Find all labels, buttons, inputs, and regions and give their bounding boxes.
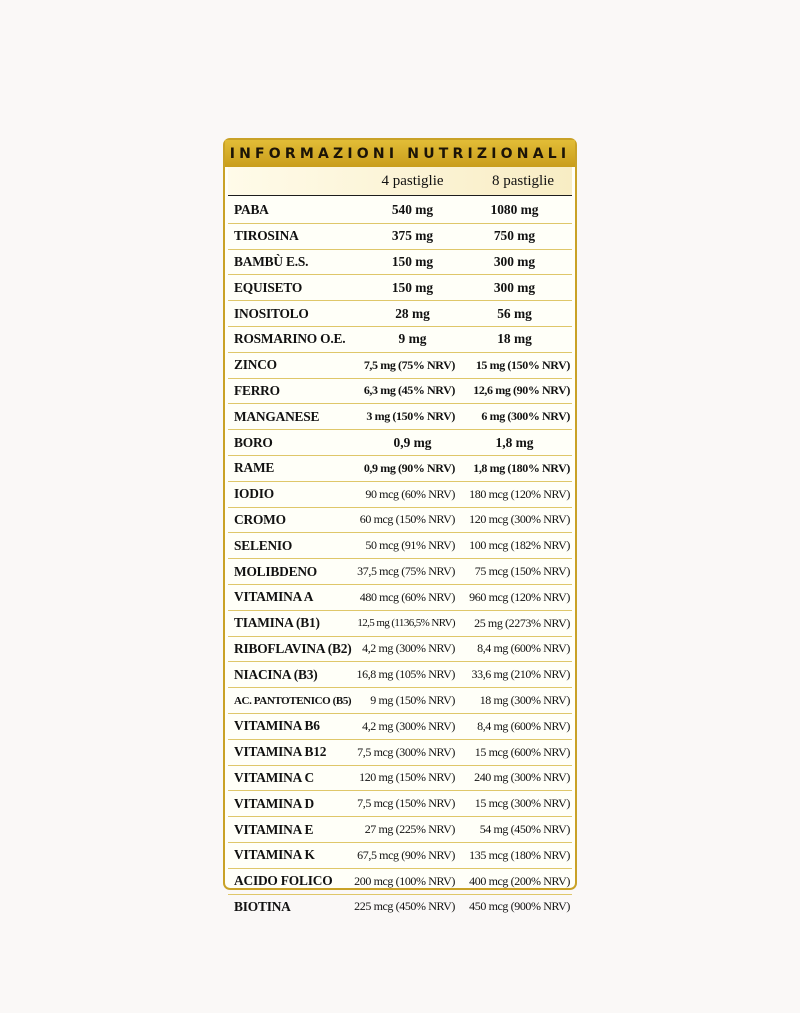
amount-8-pastiglie: 25 mg (2273% NRV) xyxy=(474,615,570,630)
table-row xyxy=(228,585,572,611)
table-row xyxy=(228,327,572,353)
table-row xyxy=(228,559,572,585)
amount-4-pastiglie: 4,2 mg (300% NRV) xyxy=(362,718,455,733)
amount-8-pastiglie: 180 mcg (120% NRV) xyxy=(469,486,570,501)
nutrient-name: VITAMINA D xyxy=(234,795,314,811)
amount-4-pastiglie: 4,2 mg (300% NRV) xyxy=(362,641,455,656)
amount-8-pastiglie: 8,4 mg (600% NRV) xyxy=(477,718,570,733)
amount-4-pastiglie: 200 mcg (100% NRV) xyxy=(354,873,455,888)
amount-4-pastiglie: 150 mg xyxy=(391,253,434,269)
table-row xyxy=(228,688,572,714)
table-row xyxy=(228,430,572,456)
table-row xyxy=(228,817,572,843)
table-row xyxy=(228,482,572,508)
nutrient-name: VITAMINA A xyxy=(234,589,314,605)
table-row xyxy=(228,224,572,250)
nutrient-name: RAME xyxy=(234,460,275,476)
amount-4-pastiglie: 16,8 mg (105% NRV) xyxy=(356,667,455,682)
nutrient-name: ACIDO FOLICO xyxy=(234,873,333,889)
amount-8-pastiglie: 33,6 mg (210% NRV) xyxy=(471,667,570,682)
amount-4-pastiglie: 150 mg xyxy=(391,279,434,295)
amount-8-pastiglie: 18 mg (300% NRV) xyxy=(479,693,570,708)
amount-4-pastiglie: 540 mg xyxy=(391,202,434,218)
nutrient-name: ROSMARINO O.E. xyxy=(234,331,346,347)
nutrient-name: ZINCO xyxy=(234,357,277,373)
amount-4-pastiglie: 7,5 mg (75% NRV) xyxy=(363,357,455,372)
nutrient-name: BORO xyxy=(234,434,273,450)
amount-8-pastiglie: 1080 mg xyxy=(490,202,539,218)
table-title: INFORMAZIONI NUTRIZIONALI xyxy=(229,145,571,162)
amount-4-pastiglie: 9 mg xyxy=(398,331,427,347)
nutrient-name: VITAMINA B6 xyxy=(234,718,320,734)
nutrient-name: CROMO xyxy=(234,511,286,527)
amount-4-pastiglie: 6,3 mg (45% NRV) xyxy=(363,383,455,398)
amount-4-pastiglie: 67,5 mcg (90% NRV) xyxy=(357,847,455,862)
nutrient-name: NIACINA (B3) xyxy=(234,666,318,682)
amount-4-pastiglie: 37,5 mcg (75% NRV) xyxy=(357,564,455,579)
amount-8-pastiglie: 75 mcg (150% NRV) xyxy=(474,564,570,579)
amount-4-pastiglie: 375 mg xyxy=(391,228,434,244)
table-row xyxy=(228,869,572,895)
amount-4-pastiglie: 0,9 mg xyxy=(393,434,432,450)
nutrient-name: MOLIBDENO xyxy=(234,563,318,579)
amount-4-pastiglie: 480 mcg (60% NRV) xyxy=(359,589,455,604)
amount-8-pastiglie: 400 mcg (200% NRV) xyxy=(469,873,570,888)
nutrient-name: AC. PANTOTENICO (B5) xyxy=(234,694,352,707)
nutrient-name: EQUISETO xyxy=(234,279,303,295)
amount-8-pastiglie: 120 mcg (300% NRV) xyxy=(469,512,570,527)
table-row xyxy=(228,714,572,740)
table-row xyxy=(228,353,572,379)
table-row xyxy=(228,508,572,534)
table-row xyxy=(228,843,572,869)
amount-4-pastiglie: 120 mg (150% NRV) xyxy=(359,770,455,785)
amount-4-pastiglie: 28 mg xyxy=(395,305,430,321)
table-row xyxy=(228,301,572,327)
amount-8-pastiglie: 6 mg (300% NRV) xyxy=(481,409,570,424)
nutrient-name: IODIO xyxy=(234,486,274,502)
column-header-4-pastiglie: 4 pastiglie xyxy=(381,172,444,189)
amount-4-pastiglie: 3 mg (150% NRV) xyxy=(366,409,455,424)
amount-8-pastiglie: 450 mcg (900% NRV) xyxy=(469,899,570,914)
table-row xyxy=(228,533,572,559)
nutrient-name: VITAMINA K xyxy=(234,847,315,863)
amount-8-pastiglie: 56 mg xyxy=(497,305,532,321)
amount-8-pastiglie: 15 mcg (600% NRV) xyxy=(474,744,570,759)
table-row xyxy=(228,740,572,766)
amount-8-pastiglie: 300 mg xyxy=(493,253,536,269)
table-row xyxy=(228,250,572,276)
table-row xyxy=(228,791,572,817)
table-row xyxy=(228,637,572,663)
amount-4-pastiglie: 7,5 mcg (300% NRV) xyxy=(357,744,455,759)
amount-4-pastiglie: 90 mcg (60% NRV) xyxy=(365,486,455,501)
table-row xyxy=(228,611,572,637)
amount-4-pastiglie: 9 mg (150% NRV) xyxy=(370,693,455,708)
amount-8-pastiglie: 135 mcg (180% NRV) xyxy=(469,847,570,862)
amount-8-pastiglie: 15 mcg (300% NRV) xyxy=(474,796,570,811)
amount-8-pastiglie: 1,8 mg (180% NRV) xyxy=(473,460,570,475)
nutrient-name: BIOTINA xyxy=(234,898,291,914)
nutrient-name: INOSITOLO xyxy=(234,305,309,321)
table-row xyxy=(228,766,572,792)
column-header-row xyxy=(228,167,572,196)
nutrition-facts-panel xyxy=(223,138,577,914)
amount-8-pastiglie: 54 mg (450% NRV) xyxy=(479,822,570,837)
nutrient-name: RIBOFLAVINA (B2) xyxy=(234,640,352,656)
amount-8-pastiglie: 8,4 mg (600% NRV) xyxy=(477,641,570,656)
table-row xyxy=(228,895,572,920)
table-row xyxy=(228,379,572,405)
amount-8-pastiglie: 18 mg xyxy=(497,331,532,347)
amount-4-pastiglie: 27 mg (225% NRV) xyxy=(364,822,455,837)
amount-8-pastiglie: 12,6 mg (90% NRV) xyxy=(473,383,570,398)
amount-8-pastiglie: 960 mcg (120% NRV) xyxy=(469,589,570,604)
nutrient-name: MANGANESE xyxy=(234,408,320,424)
amount-8-pastiglie: 240 mg (300% NRV) xyxy=(474,770,570,785)
nutrient-name: FERRO xyxy=(234,382,280,398)
amount-8-pastiglie: 15 mg (150% NRV) xyxy=(475,357,570,372)
amount-8-pastiglie: 300 mg xyxy=(493,279,536,295)
nutrient-name: TIAMINA (B1) xyxy=(234,615,320,631)
nutrient-name: SELENIO xyxy=(234,537,293,553)
nutrient-name: VITAMINA C xyxy=(234,769,314,785)
table-row xyxy=(228,404,572,430)
table-row xyxy=(228,275,572,301)
nutrient-name: BAMBÙ E.S. xyxy=(234,253,309,269)
amount-4-pastiglie: 12,5 mg (1136,5% NRV) xyxy=(357,617,455,630)
amount-4-pastiglie: 225 mcg (450% NRV) xyxy=(354,899,455,914)
title-bar xyxy=(225,140,575,167)
amount-4-pastiglie: 7,5 mcg (150% NRV) xyxy=(357,796,455,811)
nutrient-name: PABA xyxy=(234,202,269,218)
nutrient-rows xyxy=(228,198,572,919)
nutrient-name: VITAMINA B12 xyxy=(234,744,327,760)
amount-4-pastiglie: 0,9 mg (90% NRV) xyxy=(363,460,455,475)
amount-4-pastiglie: 50 mcg (91% NRV) xyxy=(365,538,455,553)
amount-8-pastiglie: 750 mg xyxy=(493,228,536,244)
amount-4-pastiglie: 60 mcg (150% NRV) xyxy=(359,512,455,527)
amount-8-pastiglie: 1,8 mg xyxy=(495,434,534,450)
table-row xyxy=(228,198,572,224)
nutrient-name: VITAMINA E xyxy=(234,821,314,837)
table-row xyxy=(228,456,572,482)
nutrient-name: TIROSINA xyxy=(234,228,299,244)
column-header-8-pastiglie: 8 pastiglie xyxy=(491,172,555,189)
table-row xyxy=(228,662,572,688)
amount-8-pastiglie: 100 mcg (182% NRV) xyxy=(469,538,570,553)
